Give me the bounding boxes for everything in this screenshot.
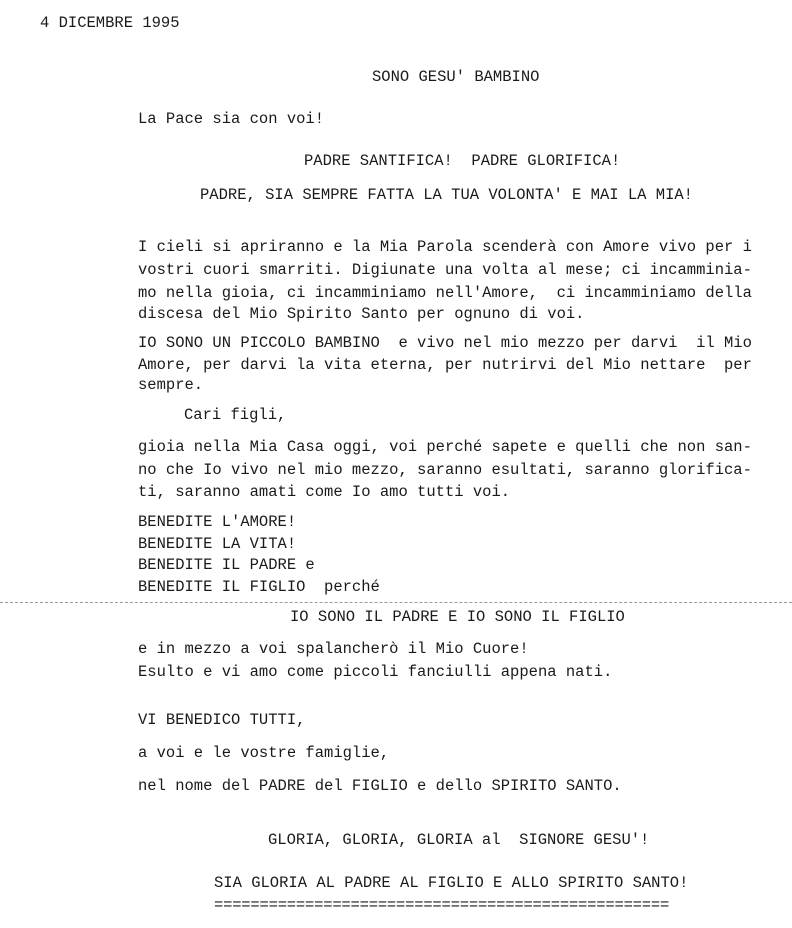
paragraph-line: I cieli si apriranno e la Mia Parola scenderà con Amore vivo per i [138,238,752,256]
glory-line: GLORIA, GLORIA, GLORIA al SIGNORE GESU'! [268,831,650,849]
paragraph-line: Esulto e vi amo come piccoli fanciulli appena nati. [138,663,613,681]
document-date: 4 DICEMBRE 1995 [40,14,180,32]
paragraph-line: e in mezzo a voi spalancherò il Mio Cuore! [138,640,529,658]
blessing-line: BENEDITE L'AMORE! [138,513,297,531]
closing-line: a voi e le vostre famiglie, [138,744,390,762]
paragraph-line: IO SONO UN PICCOLO BAMBINO e vivo nel mio mezzo per darvi il Mio [138,334,752,352]
paragraph-line: no che Io vivo nel mio mezzo, saranno esultati, saranno glorifica- [138,461,752,479]
centered-statement: IO SONO IL PADRE E IO SONO IL FIGLIO [290,608,625,626]
blessing-line: BENEDITE LA VITA! [138,535,297,553]
paragraph-line: gioia nella Mia Casa oggi, voi perché sapete e quelli che non san- [138,438,752,456]
greeting: La Pace sia con voi! [138,110,325,128]
double-underline: ================================================== [214,896,670,914]
paragraph-line: mo nella gioia, ci incamminiamo nell'Amore, ci incamminiamo della [138,284,752,302]
salutation: Cari figli, [184,406,287,424]
closing-line: nel nome del PADRE del FIGLIO e dello SPIRITO SANTO. [138,777,622,795]
paragraph-line: ti, saranno amati come Io amo tutti voi. [138,483,511,501]
invocation-line: PADRE SANTIFICA! PADRE GLORIFICA! [304,152,621,170]
paragraph-line: discesa del Mio Spirito Santo per ognuno di voi. [138,305,585,323]
closing-line: VI BENEDICO TUTTI, [138,711,306,729]
paragraph-line: sempre. [138,376,204,394]
paragraph-line: vostri cuori smarriti. Digiunate una volta al mese; ci incamminia- [138,261,752,279]
paragraph-line: Amore, per darvi la vita eterna, per nutrirvi del Mio nettare per [138,356,752,374]
blessing-line: BENEDITE IL FIGLIO perché [138,578,380,596]
invocation-line: PADRE, SIA SEMPRE FATTA LA TUA VOLONTA' E MAI LA MIA! [200,186,693,204]
scan-fold-line [0,602,792,603]
glory-line: SIA GLORIA AL PADRE AL FIGLIO E ALLO SPIRITO SANTO! [214,874,689,892]
blessing-line: BENEDITE IL PADRE e [138,556,315,574]
document-heading: SONO GESU' BAMBINO [372,68,540,86]
